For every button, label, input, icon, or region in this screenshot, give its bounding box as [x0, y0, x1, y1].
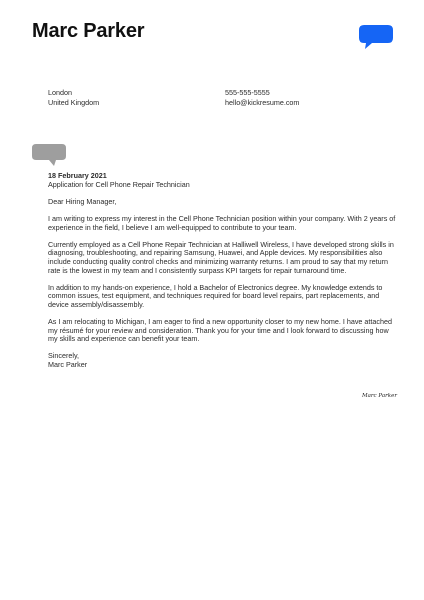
letter-body — [48, 172, 396, 370]
chat-bubble-icon — [359, 25, 393, 50]
paragraph: Currently employed as a Cell Phone Repair Technician at Halliwell Wireless, I have developed strong skills in diagnosing, troubleshooting, and repairing Samsung, Huawei, and Apple devices. My responsibilities also include conducting quality control checks and minimizing warranty returns. I am proud to say that my return rate is the lowest in my team and I consistently surpass KPI targets for repair turnaround time. — [48, 239, 394, 275]
phone-number[interactable]: 555-555-5555 — [225, 88, 270, 97]
contact-block — [225, 88, 299, 107]
address-block — [48, 88, 99, 107]
letter-subject: Application for Cell Phone Repair Technician — [48, 179, 190, 189]
closing: Sincerely, — [48, 351, 80, 361]
signature: Marc Parker — [362, 393, 397, 399]
email-address[interactable]: hello@kickresume.com — [225, 97, 300, 107]
salutation: Dear Hiring Manager, — [48, 196, 117, 206]
chat-bubble-icon — [32, 144, 66, 167]
paragraph: As I am relocating to Michigan, I am eager to find a new opportunity closer to my new home. I have attached my résumé for your review and consideration. Thank you for your time and I look forward to discussing how my skills and experience can benefit your team. — [48, 317, 392, 344]
address-city: London — [48, 88, 72, 97]
paragraph: I am writing to express my interest in the Cell Phone Technician position within your company. With 2 years of experience in the field, I believe I am well-equipped to contribute to your team. — [48, 213, 396, 232]
address-country: United Kingdom — [48, 97, 100, 107]
closing-name: Marc Parker — [48, 360, 88, 370]
paragraph: In addition to my hands-on experience, I hold a Bachelor of Electronics degree. My knowledge extends to common issues, test equipment, and techniques required for board level repairs, part replacements, and device assembly/disassembly. — [48, 282, 383, 309]
letter-date: 18 February 2021 — [48, 171, 107, 180]
applicant-name: Marc Parker — [32, 20, 145, 42]
